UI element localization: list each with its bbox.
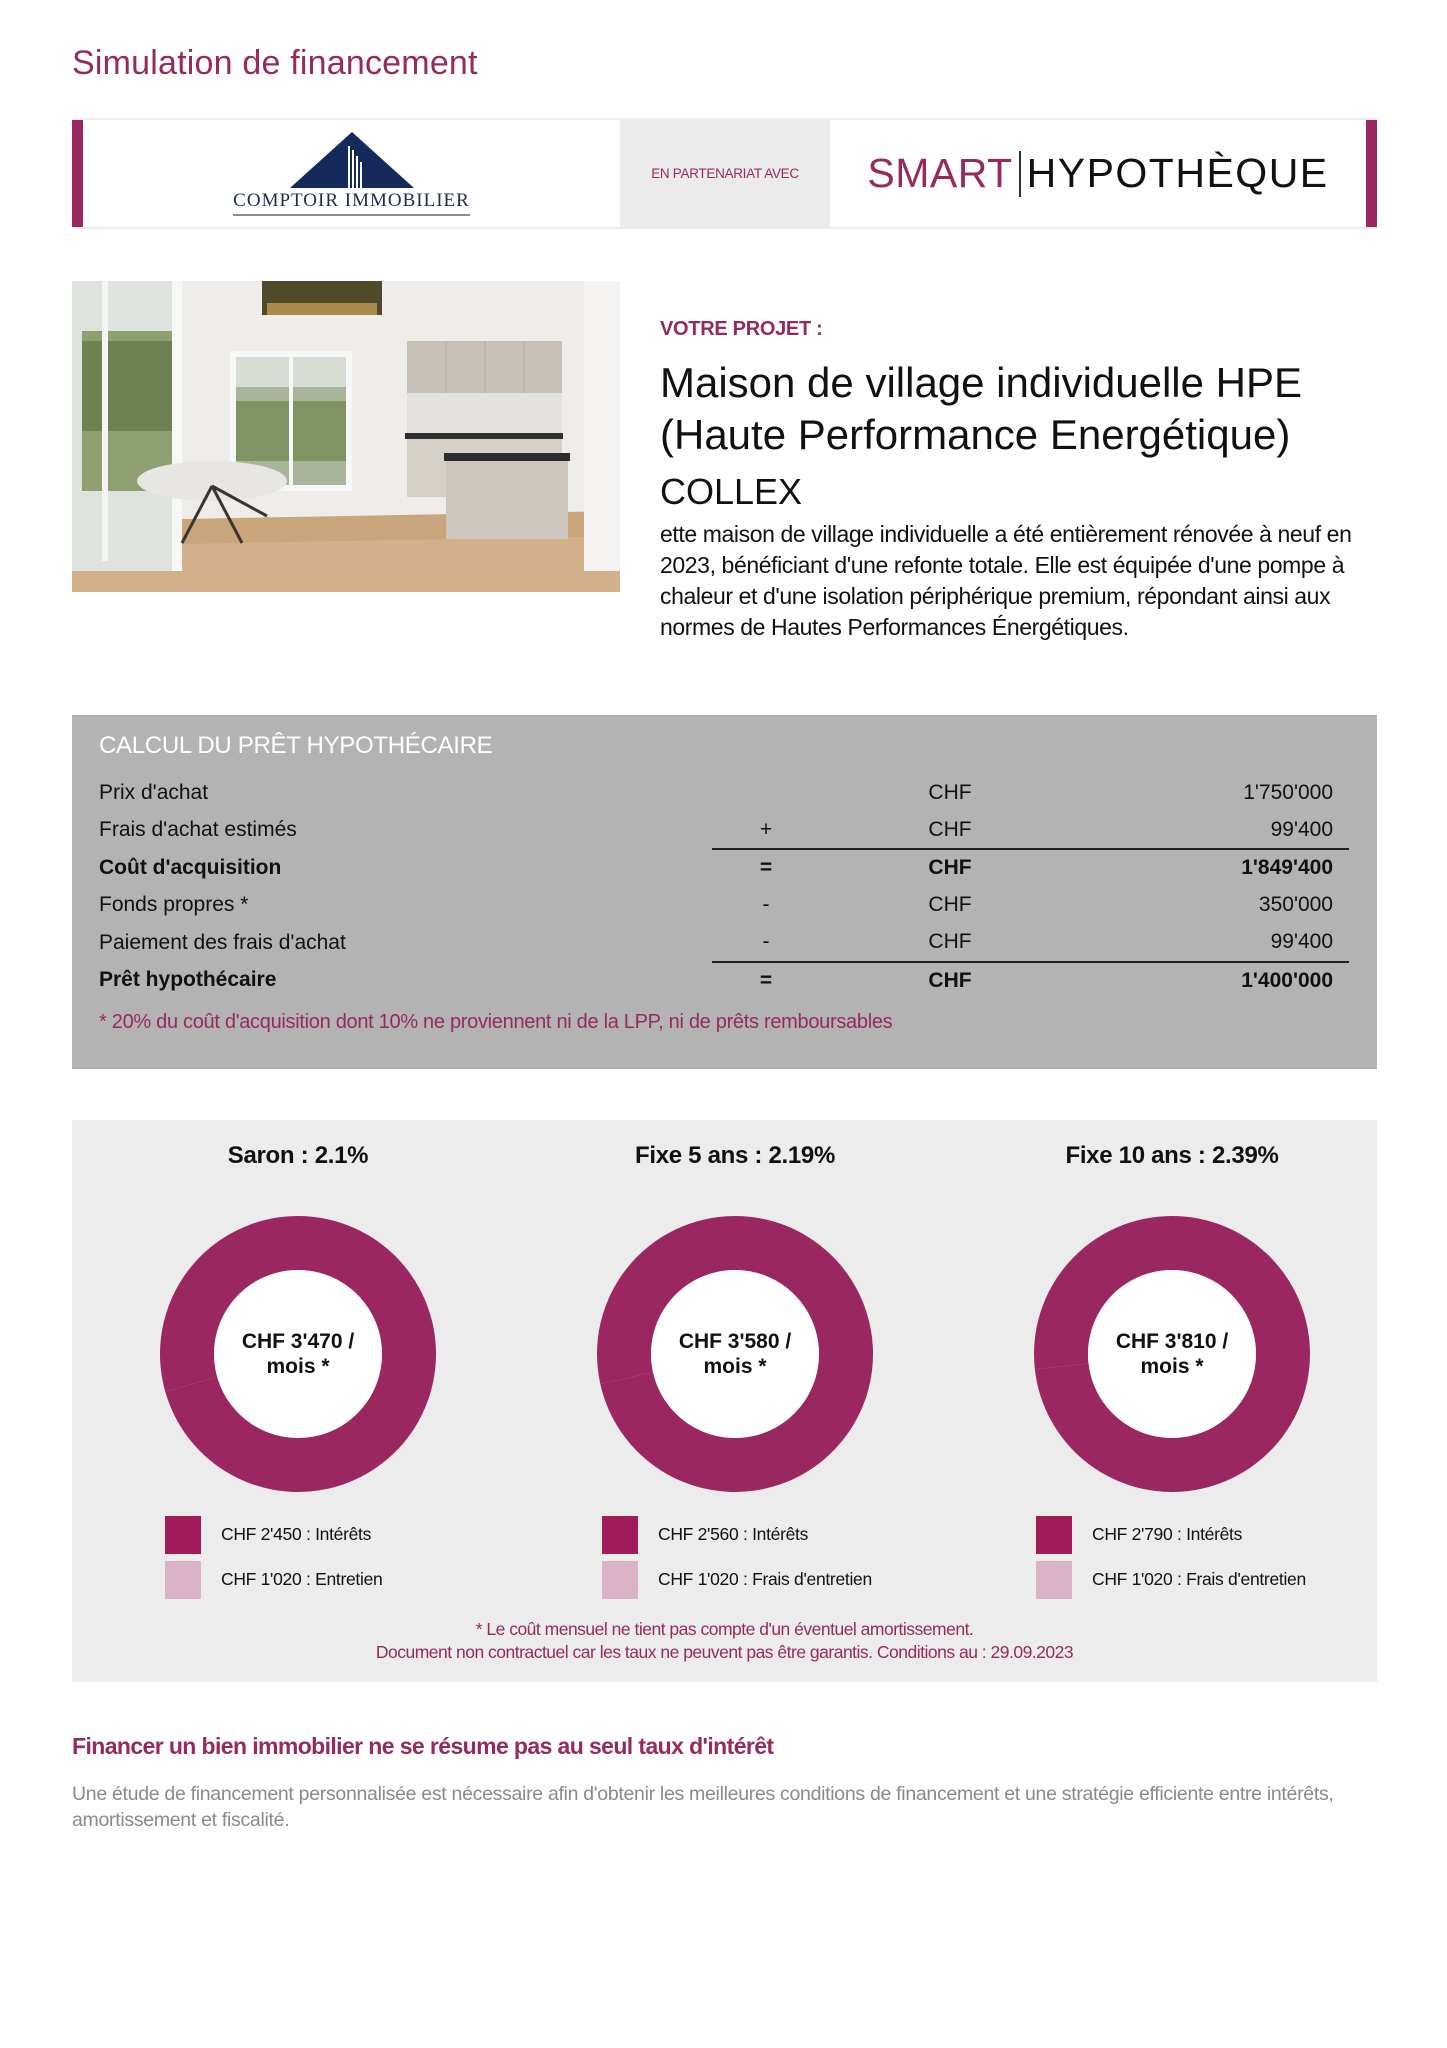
calc-label: Coût d'acquisition (99, 855, 282, 879)
calc-label: Prêt hypothécaire (99, 968, 277, 992)
monthly-cost-unit: mois * (703, 1355, 767, 1378)
chart-legend (1036, 1512, 1306, 1602)
calc-operator: - (762, 930, 770, 954)
project-city: COLLEX (660, 471, 803, 512)
calc-row (99, 887, 1349, 925)
project-kicker: VOTRE PROJET : (660, 318, 823, 340)
legend-text: CHF 1'020 : Entretien (221, 1569, 383, 1589)
calc-label: Paiement des frais d'achat (99, 930, 346, 954)
rate-title: Fixe 5 ans : 2.19% (634, 1142, 836, 1169)
legend-swatch (602, 1516, 638, 1554)
calc-amount: 1'400'000 (1050, 962, 1349, 1000)
chart-legend (602, 1512, 872, 1602)
rate-option (962, 1120, 1382, 1590)
calc-operator: = (712, 849, 850, 887)
rate-option (525, 1120, 945, 1590)
legend-swatch (165, 1516, 201, 1554)
banner-accent-bar-left (72, 120, 83, 227)
calc-label: Prix d'achat (99, 780, 209, 804)
calc-amount: 99'400 (1270, 817, 1333, 841)
bottom-text: Une étude de financement personnalisée est nécessaire afin d'obtenir les meilleures conditions de financement et une stratégie efficiente entre intérêts, amortissement et fiscalité. (72, 1783, 1334, 1831)
chart-legend (165, 1512, 382, 1602)
rate-title: Fixe 10 ans : 2.39% (1065, 1142, 1279, 1169)
rate-title: Saron : 2.1% (227, 1142, 369, 1169)
calc-currency: CHF (928, 780, 972, 804)
legend-swatch (1036, 1516, 1072, 1554)
rate-option (88, 1120, 508, 1590)
logo-hypotheque-text: HYPOTHÈQUE (1026, 150, 1329, 196)
legend-text: CHF 2'790 : Intérêts (1092, 1524, 1243, 1544)
calc-currency: CHF (850, 962, 1050, 1000)
donut-hole (214, 1270, 382, 1438)
banner-accent-bar-right (1366, 120, 1377, 227)
loan-calculation-table (99, 774, 1349, 999)
legend-text: CHF 1'020 : Frais d'entretien (658, 1569, 872, 1589)
legend-item (165, 1557, 382, 1602)
equity-note: * 20% du coût d'acquisition dont 10% ne proviennent ni de la LPP, ni de prêts remboursables (99, 1011, 893, 1033)
calc-currency: CHF (928, 817, 972, 841)
legend-text: CHF 2'450 : Intérêts (221, 1524, 372, 1544)
calc-operator: = (712, 962, 850, 1000)
rates-panel (72, 1120, 1377, 1682)
legend-swatch (1036, 1561, 1072, 1599)
legend-item (602, 1512, 872, 1557)
project-section (660, 318, 1380, 643)
legend-item (602, 1557, 872, 1602)
calc-currency: CHF (928, 893, 972, 917)
calc-row (99, 812, 1349, 850)
legend-swatch (602, 1561, 638, 1599)
calc-amount: 350'000 (1258, 893, 1333, 917)
project-title-line2: (Haute Performance Energétique) (660, 411, 1291, 458)
legend-text: CHF 1'020 : Frais d'entretien (1092, 1569, 1306, 1589)
legend-item (1036, 1557, 1306, 1602)
kitchen-photo-illustration (72, 281, 620, 592)
rates-footnote-line2: Document non contractuel car les taux ne peuvent pas être garantis. Conditions au : 29.09.2023 (375, 1642, 1074, 1662)
donut-hole (1088, 1270, 1256, 1438)
calc-operator: - (762, 893, 770, 917)
calc-amount: 1'750'000 (1243, 780, 1333, 804)
project-description: ette maison de village individuelle a été entièrement rénovée à neuf en 2023, bénéficiant d'une refonte totale. Elle est équipée d'une pompe à chaleur et d'une isolation périphérique premium, répondant ainsi aux normes de Hautes Performances Énergétiques. (660, 521, 1352, 640)
monthly-cost: CHF 3'580 / (678, 1330, 792, 1353)
partner-label: EN PARTENARIAT AVEC (620, 120, 830, 227)
comptoir-immobilier-name: COMPTOIR IMMOBILIER (233, 190, 470, 216)
bottom-title: Financer un bien immobilier ne se résume pas au seul taux d'intérêt (72, 1733, 774, 1759)
calc-amount: 99'400 (1270, 930, 1333, 954)
calc-operator: + (759, 817, 773, 841)
donut-chart (597, 1216, 873, 1492)
monthly-cost-unit: mois * (266, 1355, 330, 1378)
donut-chart (160, 1216, 436, 1492)
rates-footnote (72, 1618, 1377, 1664)
partner-banner (72, 118, 1377, 229)
property-photo (72, 281, 620, 592)
project-title (660, 357, 1380, 461)
calc-amount: 1'849'400 (1050, 849, 1349, 887)
comptoir-immobilier-logo (83, 120, 620, 227)
calc-currency: CHF (850, 849, 1050, 887)
legend-item (165, 1512, 382, 1557)
donut-chart (1034, 1216, 1310, 1492)
legend-text: CHF 2'560 : Intérêts (658, 1524, 809, 1544)
calc-row (99, 849, 1349, 887)
legend-swatch (165, 1561, 201, 1599)
page-title: Simulation de financement (72, 44, 478, 82)
monthly-cost: CHF 3'470 / (241, 1330, 355, 1353)
loan-calculation-title: CALCUL DU PRÊT HYPOTHÉCAIRE (99, 732, 493, 759)
calc-label: Frais d'achat estimés (99, 818, 297, 842)
calc-row (99, 962, 1349, 1000)
legend-item (1036, 1512, 1306, 1557)
monthly-cost: CHF 3'810 / (1115, 1330, 1229, 1353)
smart-hypotheque-logo (830, 120, 1366, 227)
donut-hole (651, 1270, 819, 1438)
monthly-cost-unit: mois * (1140, 1355, 1204, 1378)
pyramid-icon (290, 132, 414, 188)
calc-label: Fonds propres * (99, 893, 249, 917)
loan-calculation-panel (72, 715, 1377, 1069)
calc-row (99, 774, 1349, 812)
project-title-line1: Maison de village individuelle HPE (660, 359, 1303, 406)
calc-currency: CHF (928, 930, 972, 954)
logo-smart-text: SMART (867, 150, 1013, 196)
calc-operator (712, 774, 850, 812)
logo-separator (1019, 151, 1021, 197)
calc-row (99, 924, 1349, 962)
rates-footnote-line1: * Le coût mensuel ne tient pas compte d'un éventuel amortissement. (475, 1619, 974, 1639)
